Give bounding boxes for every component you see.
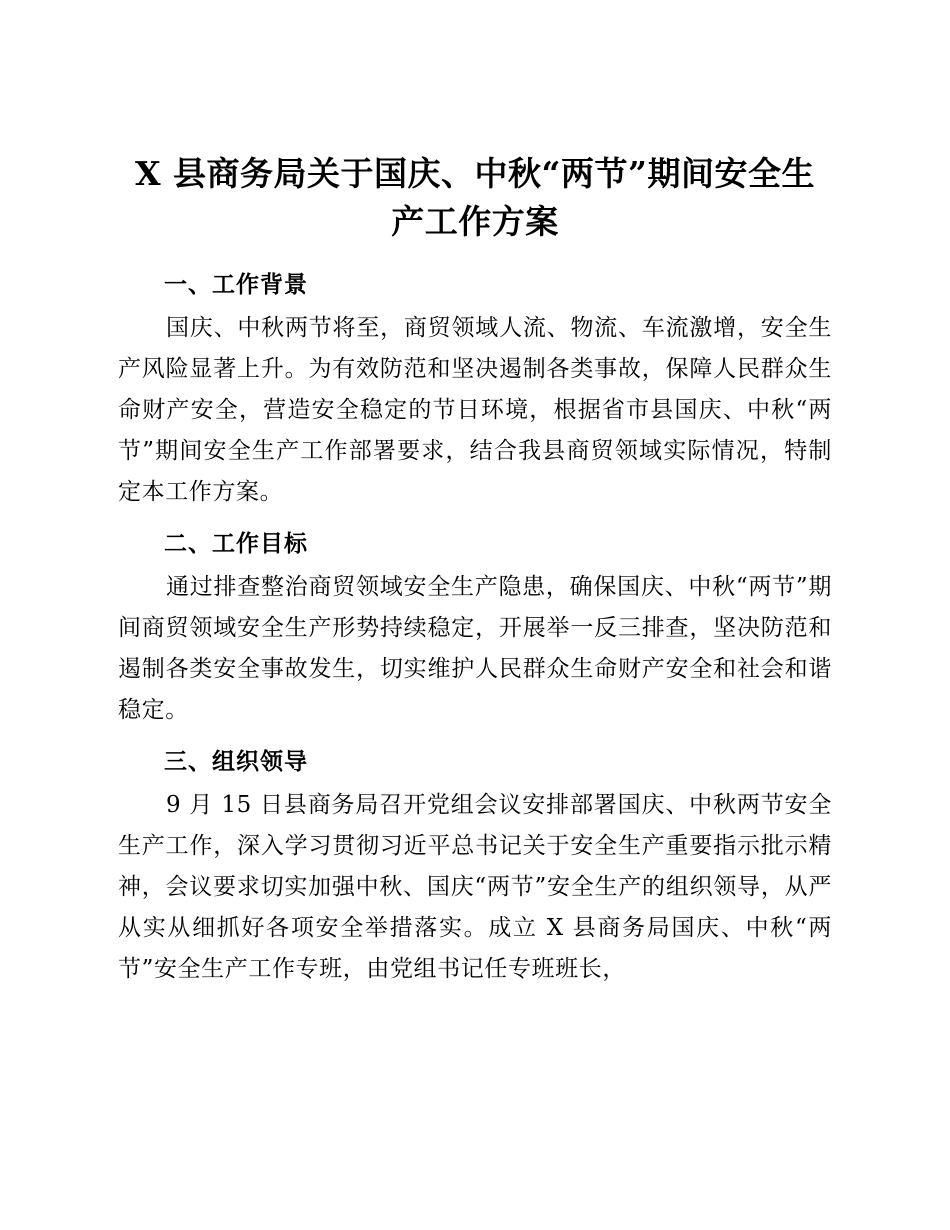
section-heading-2: 二、工作目标 bbox=[164, 531, 308, 557]
section-paragraph-1: 国庆、中秋两节将至，商贸领域人流、物流、车流激增，安全生产风险显著上升。为有效防范和坚决遏制各类事故，保障人民群众生命财产安全，营造安全稳定的节日环境，根据省市县国庆、中秋“两节”期间安全生产工作部署要求，结合我县商贸领域实际情况，特制定本工作方案。 bbox=[118, 315, 832, 505]
section-paragraph-2: 通过排查整治商贸领域安全生产隐患，确保国庆、中秋“两节”期间商贸领域安全生产形势持续稳定，开展举一反三排查，坚决防范和遏制各类安全事故发生，切实维护人民群众生命财产安全和社会和谐稳定。 bbox=[118, 574, 832, 723]
section-heading-1: 一、工作背景 bbox=[164, 272, 308, 298]
section-heading-3: 三、组织领导 bbox=[164, 749, 308, 775]
section-paragraph-3: 9 月 15 日县商务局召开党组会议安排部署国庆、中秋两节安全生产工作，深入学习贯彻习近平总书记关于安全生产重要指示批示精神，会议要求切实加强中秋、国庆“两节”安全生产的组织领导，从严从实从细抓好各项安全举措落实。成立 X 县商务局国庆、中秋“两节”安全生产工作专班，由党组书记任专班班长， bbox=[118, 792, 832, 982]
page-title: X 县商务局关于国庆、中秋“两节”期间安全生产工作方案 bbox=[134, 154, 816, 241]
